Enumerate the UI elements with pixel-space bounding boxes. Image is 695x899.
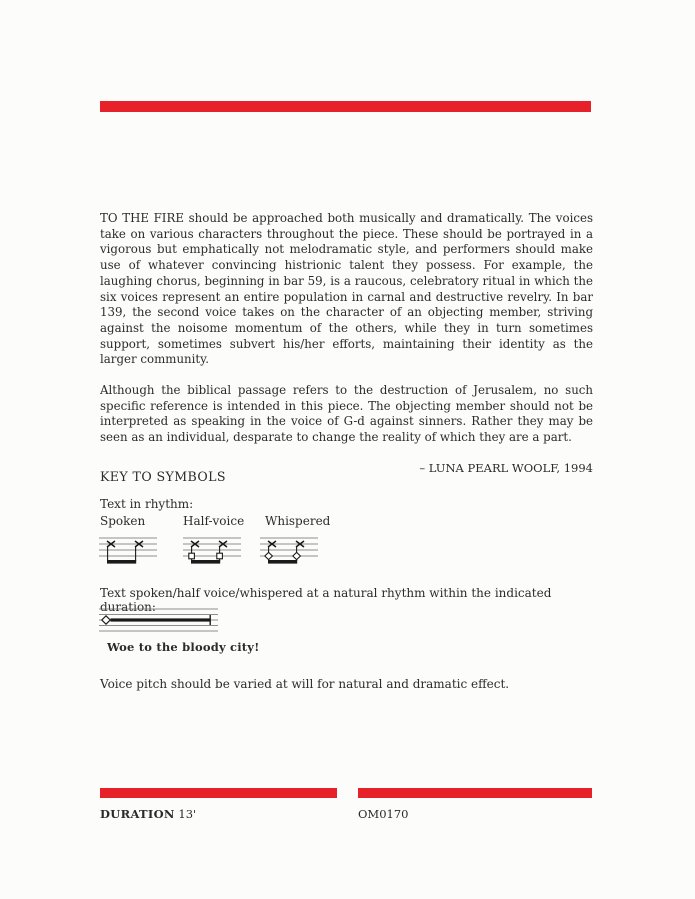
lyric-example: Woe to the bloody city! [107, 640, 260, 654]
half-voice-label: Half-voice [183, 514, 245, 528]
text-in-rhythm-caption: Text in rhythm: [100, 497, 194, 511]
notes-paragraph-2: Although the biblical passage refers to the destruction of Jerusalem, no such specific reference is intended in this piece. The objecting member should not be interpreted as speaking in the voice of G-d against sinners. Rather they may be seen as an individual, desparate to change the reality of which they are a part. [100, 383, 593, 445]
voice-pitch-note: Voice pitch should be varied at will for natural and dramatic effect. [100, 677, 510, 691]
whispered-label: Whispered [265, 514, 331, 528]
duration-rule-caption: Text spoken/half voice/whispered at a natural rhythm within the indicated duration: [100, 586, 552, 614]
bottom-accent-bar-left [100, 788, 337, 798]
duration-notation-icon [99, 606, 221, 636]
duration-footer [100, 807, 196, 821]
bottom-accent-bar-right [358, 788, 592, 798]
top-accent-bar [100, 101, 591, 112]
whispered-notation-icon [260, 533, 318, 571]
program-notes [100, 211, 593, 477]
spoken-label: Spoken [100, 514, 146, 528]
author-attribution: – LUNA PEARL WOOLF, 1994 [419, 460, 593, 475]
half-voice-notation-icon [183, 533, 241, 571]
notes-paragraph-1: TO THE FIRE should be approached both musically and dramatically. The voices take on various characters throughout the piece. These should be portrayed in a vigorous but emphatically not melodramatic style, and performers should make use of whatever convincing histrionic talent they possess. For example, the laughing chorus, beginning in bar 59, is a raucous, celebratory ritual in which the six voices represent an entire population in carnal and destructive revelry. In bar 139, the second voice takes on the character of an objecting member, striving against the noisome momentum of the others, while they in turn sometimes support, sometimes subvert his/her efforts, maintaining their identity as the larger community. [100, 211, 593, 367]
key-to-symbols-heading: KEY TO SYMBOLS [100, 469, 226, 484]
catalog-number: OM0170 [358, 807, 409, 821]
duration-value: 13' [178, 807, 197, 821]
duration-label: DURATION [100, 807, 175, 821]
spoken-notation-icon [99, 533, 157, 571]
